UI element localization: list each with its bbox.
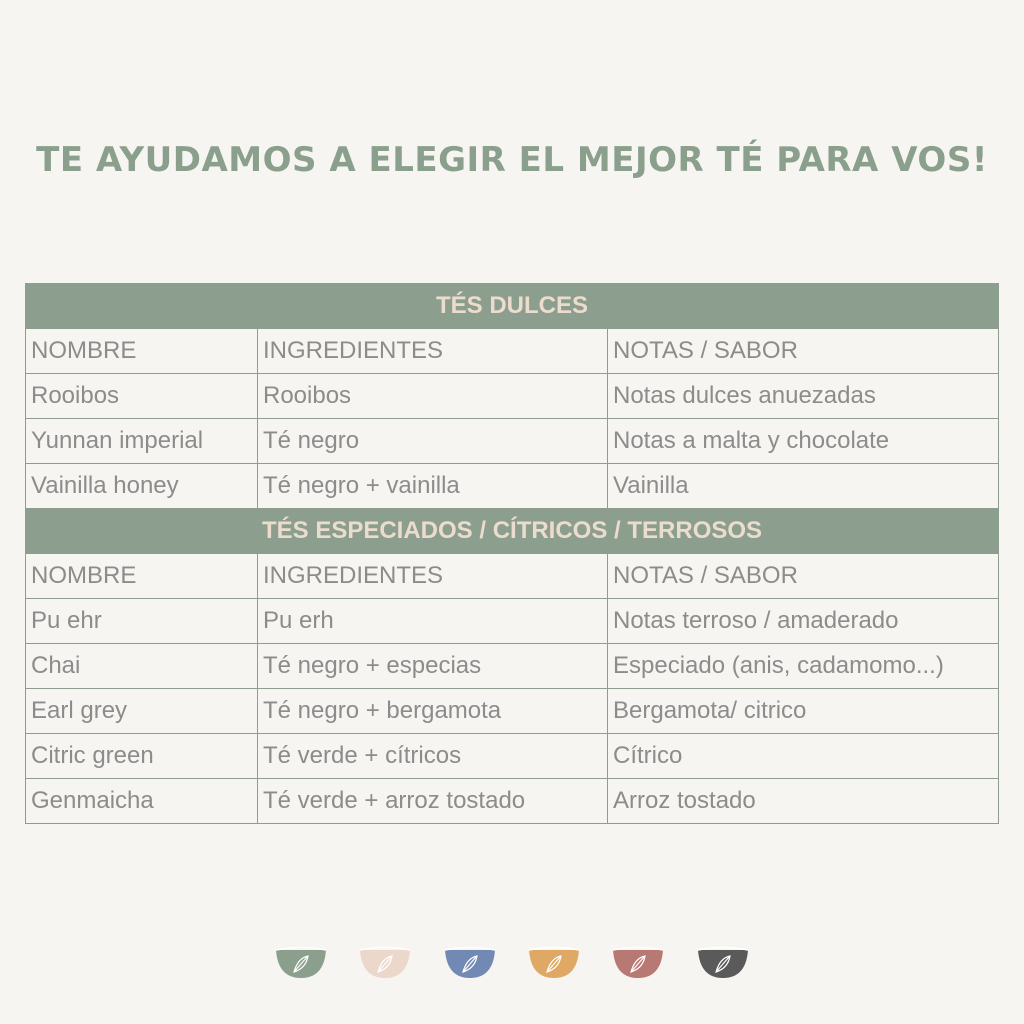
table-cell: Vainilla: [608, 464, 999, 509]
table-cell: Pu erh: [258, 599, 608, 644]
section-heading-row: [26, 509, 999, 554]
table-cell: Té negro + especias: [258, 644, 608, 689]
table-row: [26, 644, 999, 689]
table-cell: Arroz tostado: [608, 779, 999, 824]
tea-bowl-icon: [443, 944, 497, 980]
table-cell: Genmaicha: [26, 779, 258, 824]
table-cell: Té negro: [258, 419, 608, 464]
table-row: [26, 419, 999, 464]
table-row: [26, 599, 999, 644]
section-heading: TÉS DULCES: [26, 284, 999, 329]
table-cell: Pu ehr: [26, 599, 258, 644]
column-header: INGREDIENTES: [258, 554, 608, 599]
table-cell: Bergamota/ citrico: [608, 689, 999, 734]
column-header: NOTAS / SABOR: [608, 329, 999, 374]
section-heading: TÉS ESPECIADOS / CÍTRICOS / TERROSOS: [26, 509, 999, 554]
table-cell: Notas dulces anuezadas: [608, 374, 999, 419]
table-cell: Cítrico: [608, 734, 999, 779]
table-cell: Té negro + bergamota: [258, 689, 608, 734]
table-cell: Notas a malta y chocolate: [608, 419, 999, 464]
column-header: NOTAS / SABOR: [608, 554, 999, 599]
table-cell: Especiado (anis, cadamomo...): [608, 644, 999, 689]
tea-table: [25, 283, 999, 824]
table-cell: Yunnan imperial: [26, 419, 258, 464]
table-cell: Chai: [26, 644, 258, 689]
table-row: [26, 689, 999, 734]
tea-bowl-icon: [527, 944, 581, 980]
table-row: [26, 779, 999, 824]
table-cell: Té verde + arroz tostado: [258, 779, 608, 824]
tea-bowl-icon: [696, 944, 750, 980]
table-cell: Earl grey: [26, 689, 258, 734]
section-heading-row: [26, 284, 999, 329]
table-cell: Rooibos: [26, 374, 258, 419]
tea-bowl-icon: [358, 944, 412, 980]
table-cell: Notas terroso / amaderado: [608, 599, 999, 644]
table-cell: Té verde + cítricos: [258, 734, 608, 779]
table-cell: Citric green: [26, 734, 258, 779]
tea-bowl-icon: [611, 944, 665, 980]
table-row: [26, 734, 999, 779]
column-header: NOMBRE: [26, 554, 258, 599]
table-cell: Té negro + vainilla: [258, 464, 608, 509]
page-title: TE AYUDAMOS A ELEGIR EL MEJOR TÉ PARA VOS!: [36, 140, 988, 180]
table-row: [26, 464, 999, 509]
tea-bowl-row: [0, 944, 1024, 984]
column-header: NOMBRE: [26, 329, 258, 374]
column-header-row: [26, 554, 999, 599]
table-cell: Vainilla honey: [26, 464, 258, 509]
table-cell: Rooibos: [258, 374, 608, 419]
tea-bowl-icon: [274, 944, 328, 980]
column-header: INGREDIENTES: [258, 329, 608, 374]
table-row: [26, 374, 999, 419]
column-header-row: [26, 329, 999, 374]
